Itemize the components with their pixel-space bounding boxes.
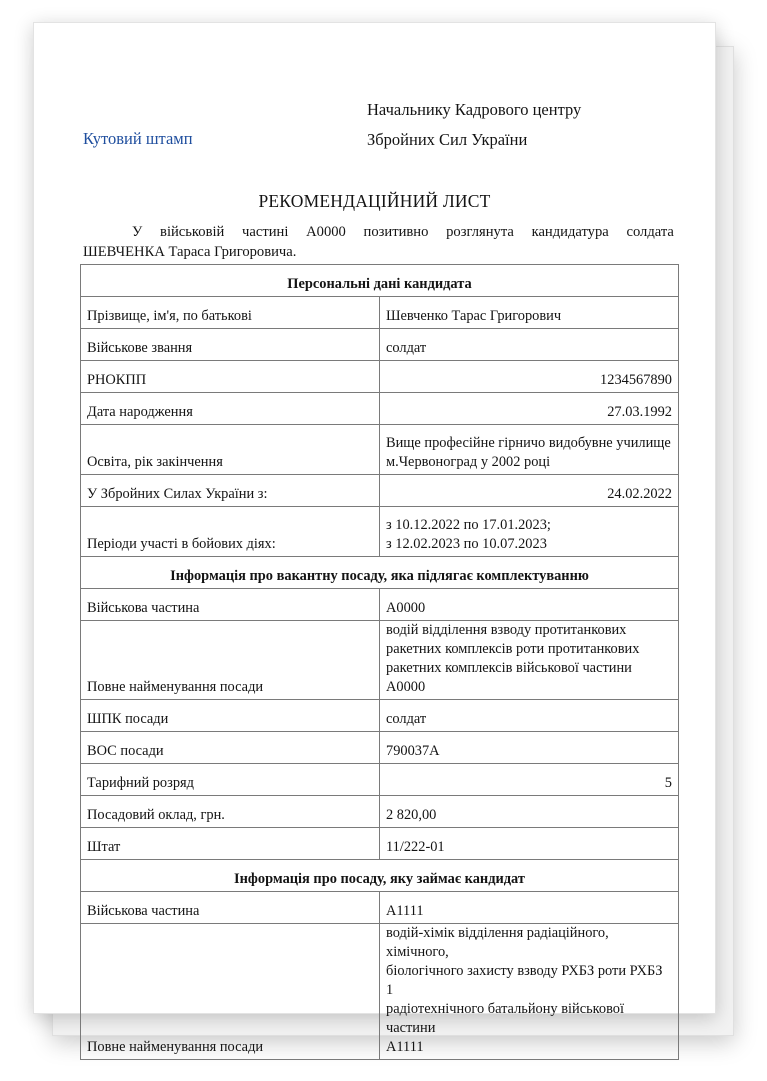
candidate-table	[80, 264, 679, 1060]
field-label: Військова частина	[81, 892, 380, 924]
field-label: Повне найменування посади	[81, 621, 380, 700]
table-row	[81, 507, 679, 557]
table-row	[81, 828, 679, 860]
field-label: Періоди участі в бойових діях:	[81, 507, 380, 557]
field-value: Шевченко Тарас Григорович	[380, 297, 679, 329]
table-row	[81, 329, 679, 361]
value-line: радіотехнічного батальйону військової частини	[386, 1001, 624, 1036]
field-label: Дата народження	[81, 393, 380, 425]
field-value: 24.02.2022	[380, 475, 679, 507]
intro-word: військовій	[160, 224, 225, 240]
value-line: Вище професійне гірничо видобувне училище	[386, 435, 671, 451]
intro-word: кандидатура	[531, 224, 609, 240]
field-value: солдат	[380, 329, 679, 361]
section-header-row	[81, 265, 679, 297]
value-line: ракетних комплексів військової частини А0000	[386, 660, 632, 695]
table-row	[81, 297, 679, 329]
intro-word: частині	[242, 224, 289, 240]
table-row	[81, 589, 679, 621]
value-line: з 12.02.2023 по 10.07.2023	[386, 536, 547, 552]
section-heading-personal: Персональні дані кандидата	[81, 265, 679, 297]
field-label: ШПК посади	[81, 700, 380, 732]
field-value: 11/222-01	[380, 828, 679, 860]
value-line: біологічного захисту взводу РХБЗ роти РХБЗ 1	[386, 963, 663, 998]
field-label: Повне найменування посади	[81, 924, 380, 1060]
field-value	[380, 507, 679, 557]
section-header-row	[81, 860, 679, 892]
field-value: А1111	[380, 892, 679, 924]
field-label: Штат	[81, 828, 380, 860]
table-row	[81, 621, 679, 700]
field-value: солдат	[380, 700, 679, 732]
field-label: ВОС посади	[81, 732, 380, 764]
field-label: У Збройних Силах України з:	[81, 475, 380, 507]
section-heading-vacancy: Інформація про вакантну посаду, яка підлягає комплектуванню	[81, 557, 679, 589]
field-label: Військове звання	[81, 329, 380, 361]
intro-word: розглянута	[446, 224, 514, 240]
field-value: 1234567890	[380, 361, 679, 393]
field-label: Тарифний розряд	[81, 764, 380, 796]
section-heading-current: Інформація про посаду, яку займає кандидат	[81, 860, 679, 892]
field-value: 5	[380, 764, 679, 796]
field-value	[380, 425, 679, 475]
table-row	[81, 924, 679, 1060]
table-row	[81, 764, 679, 796]
field-value	[380, 621, 679, 700]
field-label: Військова частина	[81, 589, 380, 621]
document-title: РЕКОМЕНДАЦІЙНИЙ ЛИСТ	[258, 191, 491, 211]
corner-stamp-placeholder: Кутовий штамп	[83, 129, 193, 148]
table-row	[81, 425, 679, 475]
table-row	[81, 700, 679, 732]
table-row	[81, 892, 679, 924]
table-row	[81, 361, 679, 393]
intro-paragraph	[83, 222, 674, 262]
value-line: м.Червоноград у 2002 році	[386, 454, 551, 470]
document-page	[33, 22, 716, 1055]
section-header-row	[81, 557, 679, 589]
field-value: 2 820,00	[380, 796, 679, 828]
field-value: 790037А	[380, 732, 679, 764]
field-label: Освіта, рік закінчення	[81, 425, 380, 475]
intro-word: А0000	[306, 224, 346, 240]
intro-word: У	[132, 224, 143, 240]
table-row	[81, 393, 679, 425]
value-line: водій-хімік відділення радіаційного, хімічного,	[386, 925, 609, 960]
intro-line-2: ШЕВЧЕНКА Тараса Григоровича.	[83, 244, 297, 260]
field-label: Посадовий оклад, грн.	[81, 796, 380, 828]
intro-word: солдата	[626, 224, 674, 240]
field-value	[380, 924, 679, 1060]
field-value: 27.03.1992	[380, 393, 679, 425]
field-value: А0000	[380, 589, 679, 621]
value-line: з 10.12.2022 по 17.01.2023;	[386, 517, 551, 533]
field-label: РНОКПП	[81, 361, 380, 393]
intro-line-1	[83, 222, 674, 242]
table-row	[81, 475, 679, 507]
value-line: ракетних комплексів роти протитанкових	[386, 641, 640, 657]
addressee-line-1: Начальнику Кадрового центру	[367, 100, 582, 119]
intro-word: позитивно	[363, 224, 429, 240]
value-line: А1111	[386, 1039, 424, 1055]
value-line: водій відділення взводу протитанкових	[386, 622, 627, 638]
table-row	[81, 732, 679, 764]
field-label: Прізвище, ім'я, по батькові	[81, 297, 380, 329]
addressee-line-2: Збройних Сил України	[367, 130, 528, 149]
table-row	[81, 796, 679, 828]
